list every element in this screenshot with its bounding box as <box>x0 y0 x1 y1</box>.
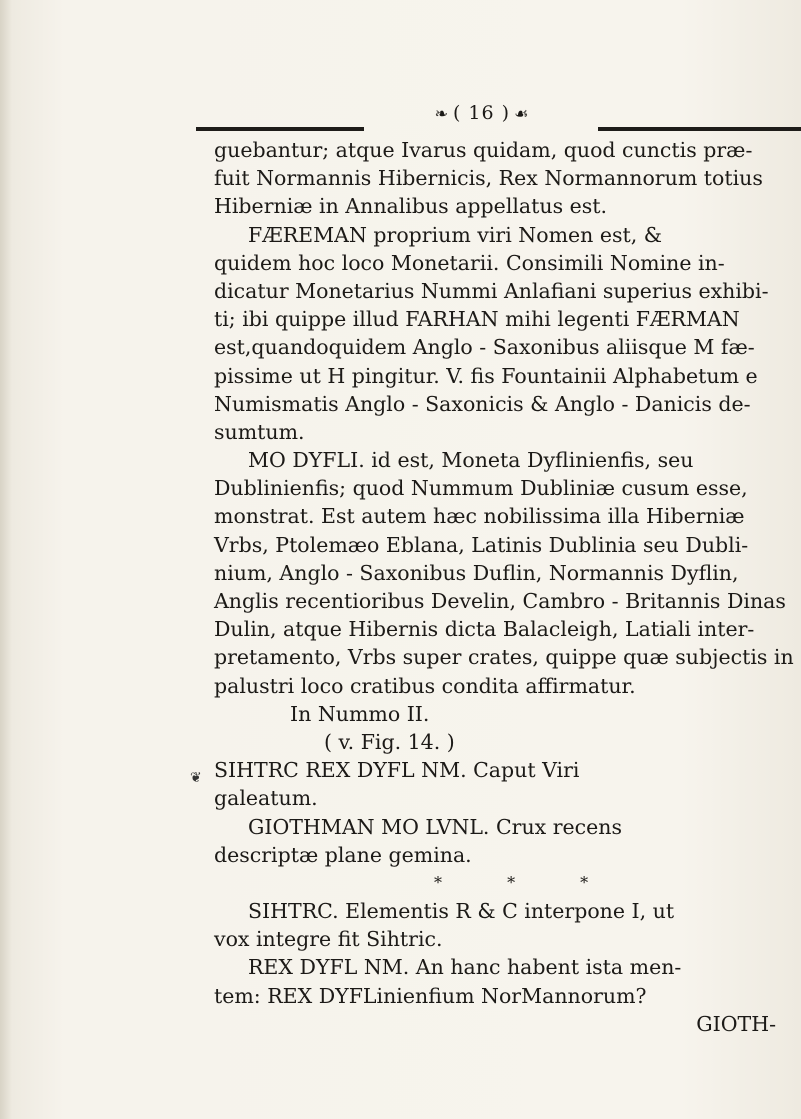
text-line: SIHTRC. Elementis R & C interpone I, ut <box>248 899 675 924</box>
asterism: * * * <box>434 872 619 892</box>
text-line: MO DYFLI. id est, Moneta Dyflinienfis, seu <box>248 448 694 473</box>
text-line: SIHTRC REX DYFL NM. Caput Viri <box>214 758 580 783</box>
margin-fleuron-icon: ❦ <box>190 770 202 786</box>
text-line: FÆREMAN proprium viri Nomen est, & <box>248 222 663 247</box>
text-line: tem: REX DYFLinienfium NorMannorum? <box>214 983 647 1008</box>
text-line: GIOTHMAN MO LVNL. Crux recens <box>248 814 622 839</box>
text-line: REX DYFL NM. An hanc habent ista men- <box>248 955 682 980</box>
text-line: quidem hoc loco Monetarii. Consimili Nomine in- <box>214 250 725 275</box>
header-rule-right <box>598 127 801 131</box>
text-line: ( v. Fig. 14. ) <box>324 729 455 754</box>
page-gutter-shadow <box>0 0 12 1119</box>
text-line: dicatur Monetarius Nummi Anlafiani superius exhibi- <box>214 278 769 303</box>
text-line: pissime ut H pingitur. V. fis Fountainii Alphabetum e <box>214 363 758 388</box>
text-line: Dulin, atque Hibernis dicta Balacleigh, Latiali inter- <box>214 617 755 642</box>
body-text <box>214 136 794 1038</box>
text-line: ti; ibi quippe illud FARHAN mihi legenti FÆRMAN <box>214 307 740 332</box>
text-line: descriptæ plane gemina. <box>214 842 472 867</box>
ornament-left-icon: ❧ <box>434 104 449 123</box>
text-line: guebantur; atque Ivarus quidam, quod cunctis præ- <box>214 138 753 162</box>
text-line: Numismatis Anglo - Saxonicis & Anglo - Danicis de- <box>214 391 751 416</box>
text-line: pretamento, Vrbs super crates, quippe quæ subjectis in <box>214 645 794 670</box>
header-rule-left <box>196 127 364 131</box>
text-line: Vrbs, Ptolemæo Eblana, Latinis Dublinia seu Dubli- <box>214 532 749 557</box>
text-line: vox integre fit Sihtric. <box>214 927 443 952</box>
running-header <box>196 100 801 134</box>
text-line: palustri loco cratibus condita affirmatur. <box>214 673 636 698</box>
text-line: est,quandoquidem Anglo - Saxonibus aliisque M fæ- <box>214 335 755 360</box>
text-line: Hiberniæ in Annalibus appellatus est. <box>214 194 608 219</box>
folio-number: ( 16 ) <box>452 102 511 124</box>
text-line: Dublinienfis; quod Nummum Dubliniæ cusum esse, <box>214 476 748 501</box>
text-line: Anglis recentioribus Develin, Cambro - Britannis Dinas <box>214 589 786 613</box>
page-number <box>382 102 582 124</box>
text-line: sumtum. <box>214 419 305 444</box>
text-line: galeatum. <box>214 786 318 811</box>
text-line: monstrat. Est autem hæc nobilissima illa Hiberniæ <box>214 504 745 529</box>
ornament-right-icon: ☙ <box>514 104 530 123</box>
text-line: fuit Normannis Hibernicis, Rex Normannorum totius <box>214 166 763 191</box>
catchword: GIOTH- <box>696 1011 776 1036</box>
text-line: nium, Anglo - Saxonibus Duflin, Normannis Dyflin, <box>214 560 739 585</box>
text-line: In Nummo II. <box>290 701 430 726</box>
